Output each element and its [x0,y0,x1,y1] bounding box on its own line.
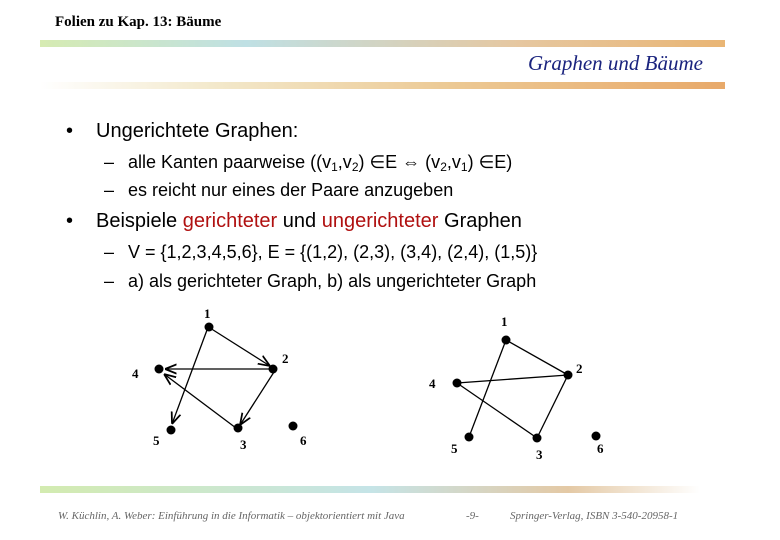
subbullet-marker: – [104,242,115,262]
edge-1-2 [506,340,568,375]
edge-1-5 [469,340,506,437]
footer-authors: W. Küchlin, A. Weber: Einführung in die Informatik – objektorientiert mit Java [58,510,405,522]
subbullet-marker: – [104,271,115,291]
node-label-4: 4 [429,376,436,391]
bullet-marker: • [66,120,74,142]
node-label-6: 6 [597,441,604,456]
node-3 [234,424,243,433]
header-title: Folien zu Kap. 13: Bäume [55,14,222,30]
node-3 [533,434,542,443]
edge-2-3 [240,372,274,425]
node-label-1: 1 [501,314,508,329]
subbullet-text: a) als gerichteter Graph, b) als ungerichteter Graph [128,271,537,291]
bullet-marker: • [66,210,74,232]
subbullet-marker: – [104,152,115,172]
node-label-1: 1 [204,306,211,321]
node-1 [205,323,214,332]
footer-page-number: -9- [466,510,479,522]
node-6 [289,422,298,431]
footer-publisher: Springer-Verlag, ISBN 3-540-20958-1 [510,510,679,522]
edge-3-4 [457,383,537,438]
node-1 [502,336,511,345]
node-label-5: 5 [451,441,458,456]
undirected-graph [429,314,604,462]
edge-1-5 [172,330,207,424]
node-label-4: 4 [132,366,139,381]
node-5 [465,433,474,442]
subbullet-marker: – [104,180,115,200]
node-4 [155,365,164,374]
directed-graph [132,306,307,452]
node-label-3: 3 [536,447,543,462]
subbullet-text: V = {1,2,3,4,5,6}, E = {(1,2), (2,3), (3,4), (2,4), (1,5)} [128,242,538,262]
bullet-text: Ungerichtete Graphen: [96,120,299,142]
edge-2-4 [457,375,568,383]
node-5 [167,426,176,435]
node-2 [564,371,573,380]
node-label-2: 2 [282,351,289,366]
footer-divider [40,486,700,493]
bullet-text: Beispiele gerichteter und ungerichteter Graphen [96,210,522,232]
subbullet-text: es reicht nur eines der Paare anzugeben [128,180,454,200]
node-label-6: 6 [300,433,307,448]
slide-title: Graphen und Bäume [528,51,703,75]
edge-3-4 [164,374,236,428]
node-label-5: 5 [153,433,160,448]
node-4 [453,379,462,388]
node-label-2: 2 [576,361,583,376]
node-6 [592,432,601,441]
node-2 [269,365,278,374]
edge-1-2 [210,328,270,366]
node-label-3: 3 [240,437,247,452]
edge-2-3 [537,375,568,438]
subbullet-text: alle Kanten paarweise ($(v_1,v_2)$ ∈E ⇔ $(v_2,v_1)$ ∈E) [128,152,513,174]
